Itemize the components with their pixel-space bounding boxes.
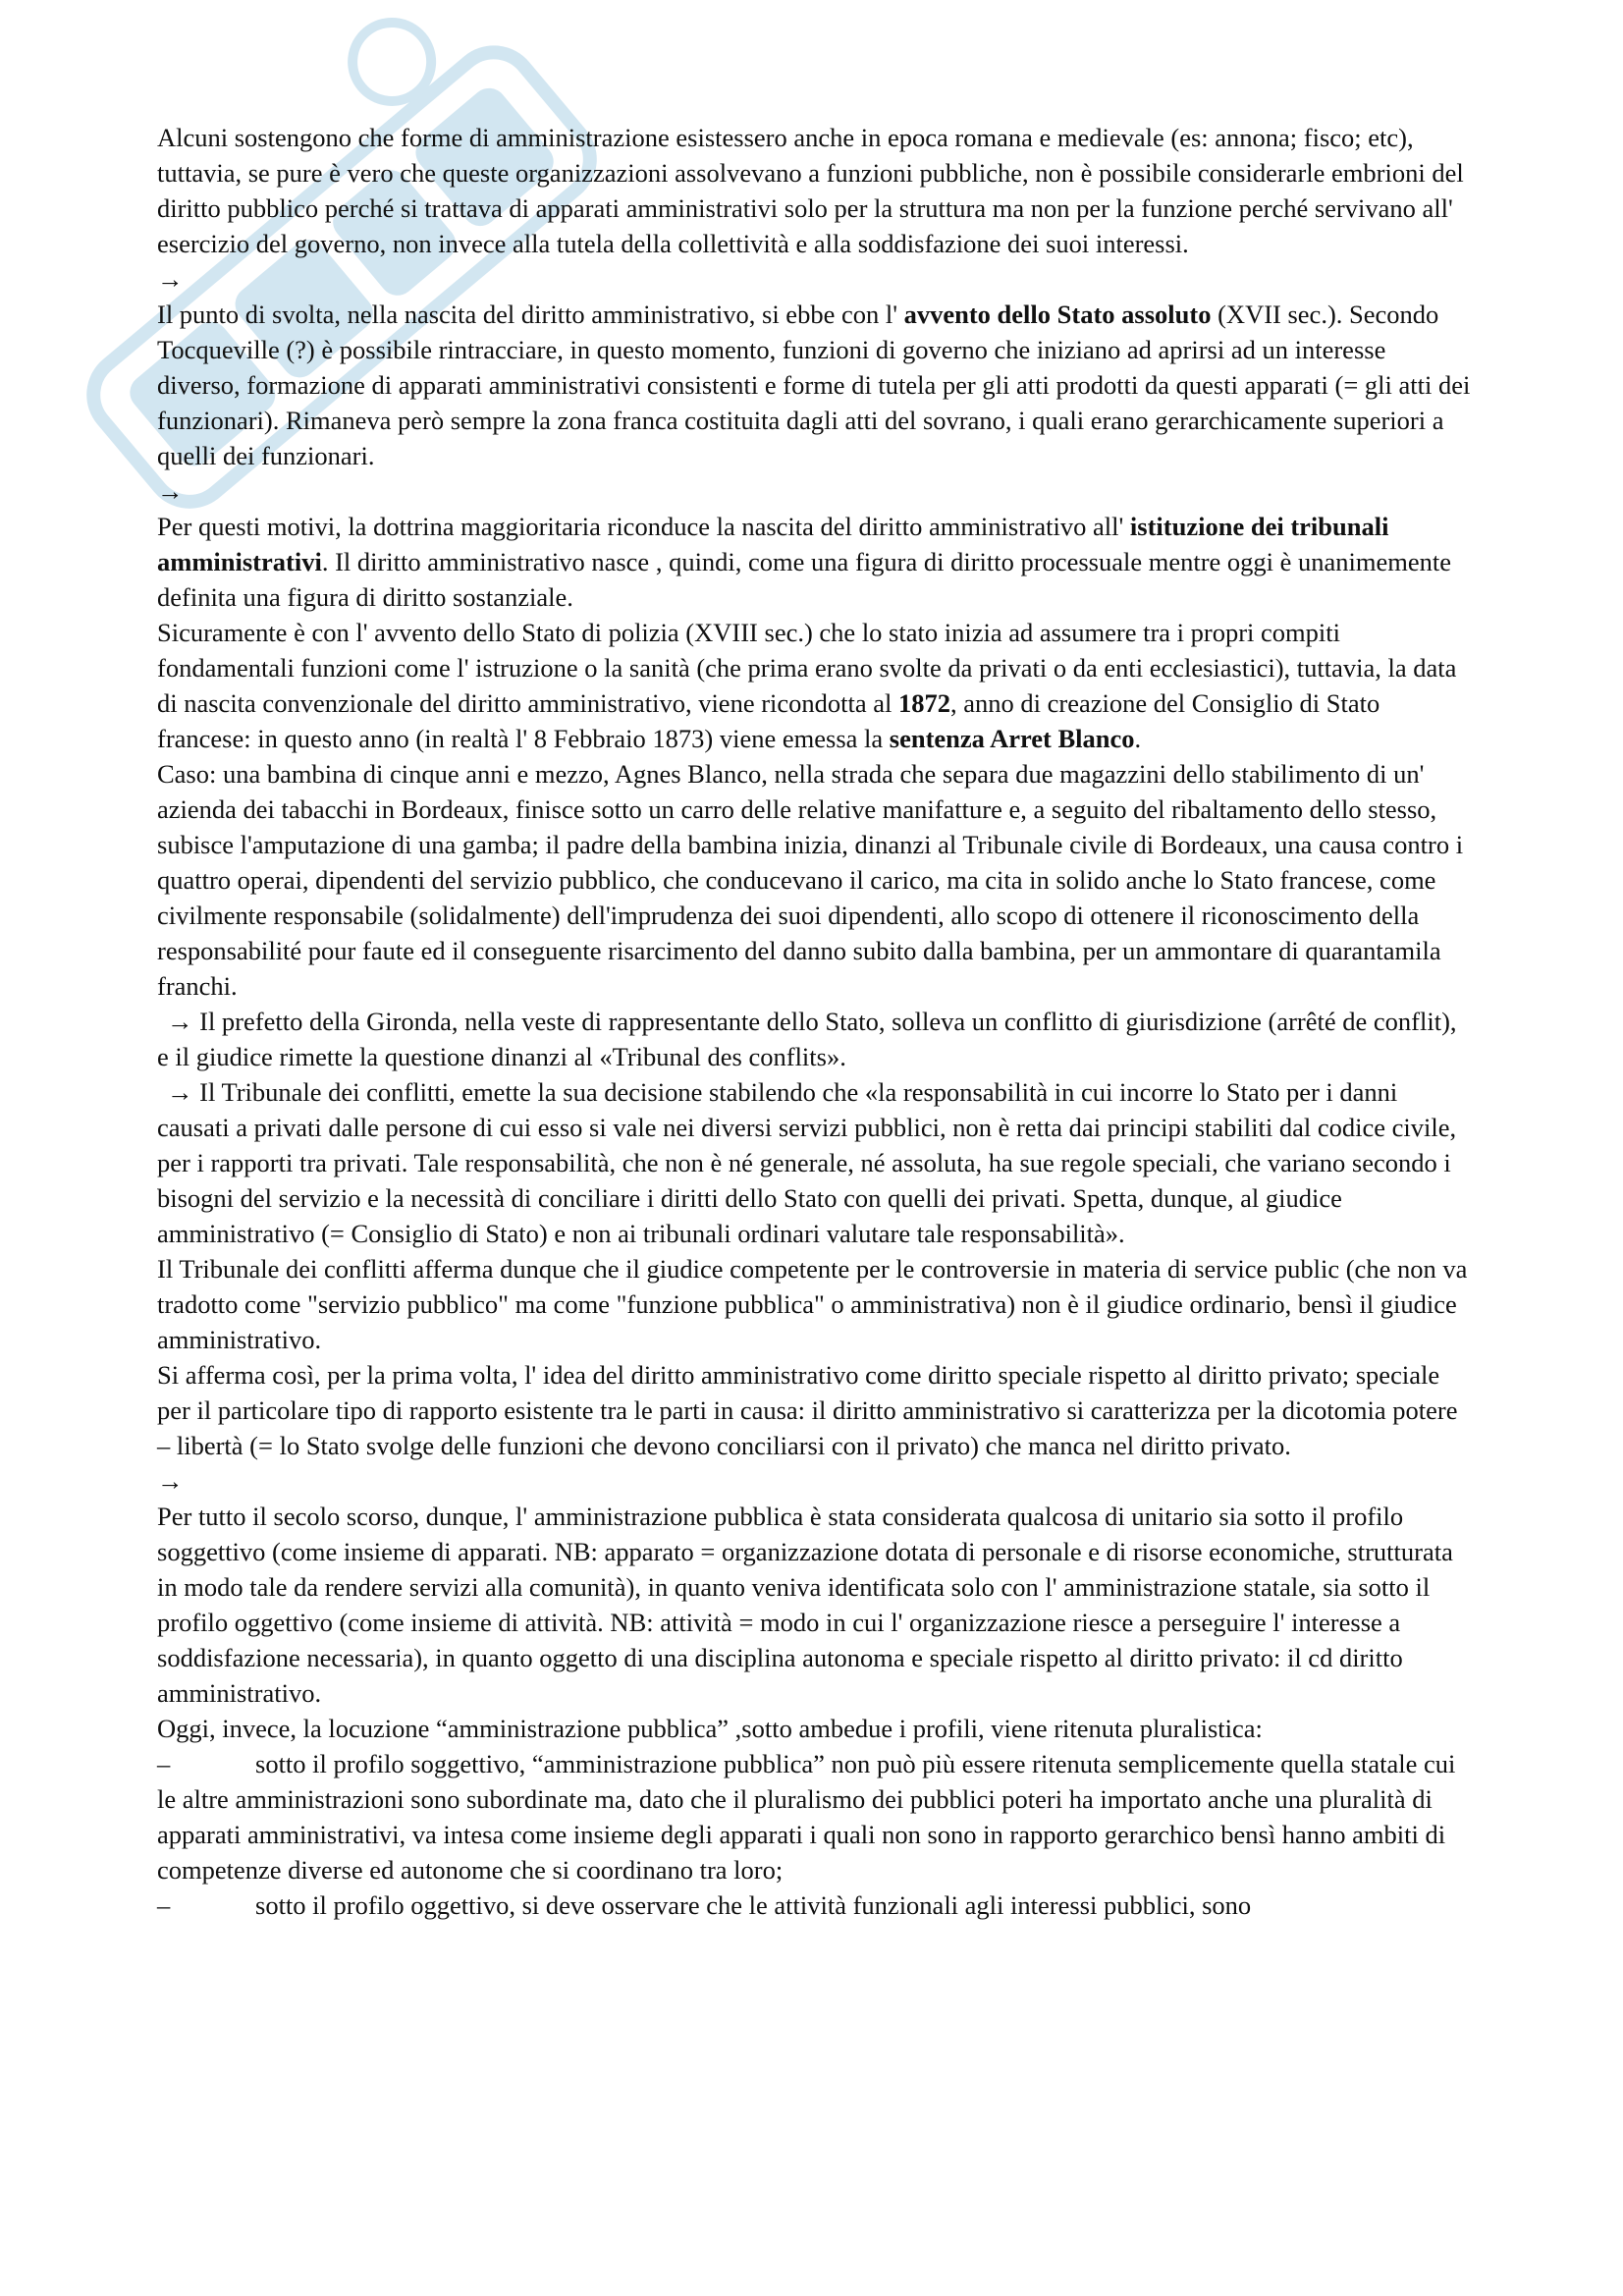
bold-istituzione: istituzione dei tribunali amministrativi (157, 512, 1389, 576)
paragraph-intro: Alcuni sostengono che forme di amministrazione esistessero anche in epoca romana e medievale (es: annona; fisco; etc), tuttavia, se pure è vero che queste organizzazioni assolvevano a funzioni pubbliche, non è possibile considerarle embrioni del diritto pubblico perché si trattava di apparati amministrativi solo per la struttura ma non per la funzione perché servivano all' esercizio del governo, non invece alla tutela della collettività e alla soddisfazione dei suoi interessi. (157, 123, 1464, 258)
document-body (157, 120, 1473, 1923)
bold-avvento: avvento dello Stato assoluto (903, 300, 1212, 329)
paragraph-giudice-competente: Il Tribunale dei conflitti afferma dunque che il giudice competente per le controversie in materia di service public (che non va tradotto come "servizio pubblico" ma come "funzione pubblica" o amministrativa) non è il giudice ordinario, bensì il giudice amministrativo. (157, 1254, 1468, 1354)
arrow-separator: → (157, 1466, 184, 1496)
arrow-separator: → (157, 476, 184, 506)
paragraph-caso: Caso: una bambina di cinque anni e mezzo, Agnes Blanco, nella strada che separa due magazzini dello stabilimento di un' azienda dei tabacchi in Bordeaux, finisce sotto un carro delle relative manifatture e, a seguito del ribaltamento dello stesso, subisce l'amputazione di una gamba; il padre della bambina inizia, dinanzi al Tribunale civile di Bordeaux, una causa contro i quattro operai, dipendenti del servizio pubblico, che conducevano il carico, ma cita in solido anche lo Stato francese, come civilmente responsabile (solidalmente) dell'imprudenza dei suoi dipendenti, allo scopo di ottenere il riconoscimento della responsabilité pour faute ed il conseguente risarcimento del danno subito dalla bambina, per un ammontare di quarantamila franchi. (157, 759, 1464, 1001)
arrow-separator: → (157, 264, 184, 294)
dash-marker: – (157, 1749, 171, 1778)
paragraph-stato-assoluto: Il punto di svolta, nella nascita del diritto amministrativo, si ebbe con l' avvento dello Stato assoluto (XVII sec.). Secondo Tocqueville (?) è possibile rintracciare, in questo momento, funzioni di governo che iniziano ad aprirsi ad un interesse diverso, formazione di apparati amministrativi consistenti e forme di tutela per gli atti prodotti da questi apparati (= gli atti dei funzionari). Rimaneva però sempre la zona franca costituita dagli atti del sovrano, i quali erano gerarchicamente superiori a quelli dei funzionari. (157, 300, 1471, 470)
paragraph-oggi: Oggi, invece, la locuzione “amministrazione pubblica” ,sotto ambedue i profili, viene ritenuta pluralistica: (157, 1714, 1263, 1743)
paragraph-secolo-scorso: Per tutto il secolo scorso, dunque, l' amministrazione pubblica è stata considerata qualcosa di unitario sia sotto il profilo soggettivo (come insieme di apparati. NB: apparato = organizzazione dotata di personale e di risorse economiche, strutturata in modo tale da rendere servizi alla comunità), in quanto veniva identificata solo con l' amministrazione statale, sia sotto il profilo oggettivo (come insieme di attività. NB: attività = modo in cui l' organizzazione riesce a perseguire l' interesse a soddisfazione necessaria), in quanto oggetto di una disciplina autonoma e speciale rispetto al diritto privato: il cd diritto amministrativo. (157, 1502, 1453, 1708)
paragraph-stato-polizia: Sicuramente è con l' avvento dello Stato di polizia (XVIII sec.) che lo stato inizia ad assumere tra i propri compiti fondamentali funzioni come l' istruzione o la sanità (che prima erano svolte da privati o da enti ecclesiastici), tuttavia, la data di nascita convenzionale del diritto amministrativo, viene ricondotta al 1872, anno di creazione del Consiglio di Stato francese: in questo anno (in realtà l' 8 Febbraio 1873) viene emessa la sentenza Arret Blanco. (157, 618, 1457, 753)
paragraph-tribunale-conflitti: → Il Tribunale dei conflitti, emette la sua decisione stabilendo che «la responsabilità in cui incorre lo Stato per i danni causati a privati dalle persone di cui esso si vale nei diversi servizi pubblici, non è retta dai principi stabiliti dal codice civile, per i rapporti tra privati. Tale responsabilità, che non è né generale, né assoluta, ha sue regole speciali, che variano secondo i bisogni del servizio e la necessità di conciliare i diritti dello Stato con quelli dei privati. Spetta, dunque, al giudice amministrativo (= Consiglio di Stato) e non ai tribunali ordinari valutare tale responsabilità». (157, 1077, 1457, 1248)
paragraph-prefetto: → Il prefetto della Gironda, nella veste di rappresentante dello Stato, solleva un conflitto di giurisdizione (arrêté de conflit), e il giudice rimette la questione dinanzi al «Tribunal des conflits». (157, 1007, 1457, 1071)
bold-1872: 1872 (898, 688, 951, 718)
dash-marker: – (157, 1890, 171, 1920)
paragraph-diritto-speciale: Si afferma così, per la prima volta, l' idea del diritto amministrativo come diritto speciale rispetto al diritto privato; speciale per il particolare tipo di rapporto esistente tra le parti in causa: il diritto amministrativo si caratterizza per la dicotomia potere – libertà (= lo Stato svolge delle funzioni che devono conciliarsi con il privato) che manca nel diritto privato. (157, 1360, 1458, 1460)
list-item-oggettivo: – sotto il profilo oggettivo, si deve osservare che le attività funzionali agli interessi pubblici, sono (157, 1887, 1473, 1923)
paragraph-tribunali: Per questi motivi, la dottrina maggioritaria riconduce la nascita del diritto amministrativo all' istituzione dei tribunali amministrativi. Il diritto amministrativo nasce , quindi, come una figura di diritto processuale mentre oggi è unanimemente definita una figura di diritto sostanziale. (157, 512, 1452, 612)
bold-sentenza: sentenza Arret Blanco (889, 724, 1135, 753)
list-item-soggettivo: – sotto il profilo soggettivo, “amministrazione pubblica” non può più essere ritenuta semplicemente quella statale cui le altre amministrazioni sono subordinate ma, dato che il pluralismo dei pubblici poteri ha importato anche una pluralità di apparati amministrativi, va intesa come insieme degli apparati i quali non sono in rapporto gerarchico bensì hanno ambiti di competenze diverse ed autonome che si coordinano tra loro; (157, 1746, 1473, 1887)
